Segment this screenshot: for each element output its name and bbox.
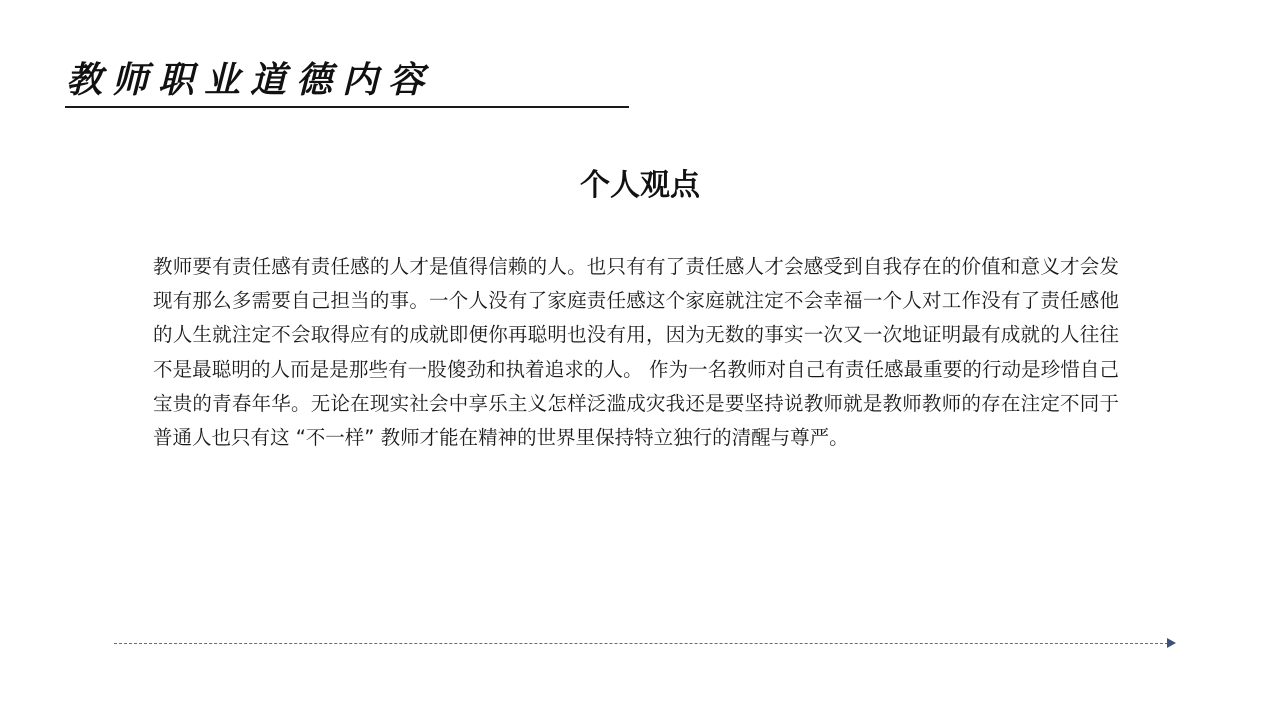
title-underline [65, 106, 629, 108]
section-heading: 个人观点 [580, 168, 700, 203]
arrow-right-icon [1167, 638, 1176, 648]
body-paragraph: 教师要有责任感有责任感的人才是值得信赖的人。也只有有了责任感人才会感受到自我存在的价值和意义才会发现有那么多需要自己担当的事。一个人没有了家庭责任感这个家庭就注定不会幸福一个人对工作没有了责任感他的人生就注定不会取得应有的成就即便你再聪明也没有用，因为无数的事实一次又一次地证明最有成就的人往往不是最聪明的人而是是那些有一股傻劲和执着追求的人。 作为一名教师对自己有责任感最重要的行动是珍惜自己宝贵的青春年华。无论在现实社会中享乐主义怎样泛滥成灾我还是要坚持说教师就是教师教师的存在注定不同于普通人也只有这 “不一样” 教师才能在精神的世界里保持特立独行的清醒与尊严。 [153, 255, 1119, 450]
footer-dotted-line [114, 643, 1168, 644]
page-title: 教师职业道德内容 [66, 59, 435, 101]
